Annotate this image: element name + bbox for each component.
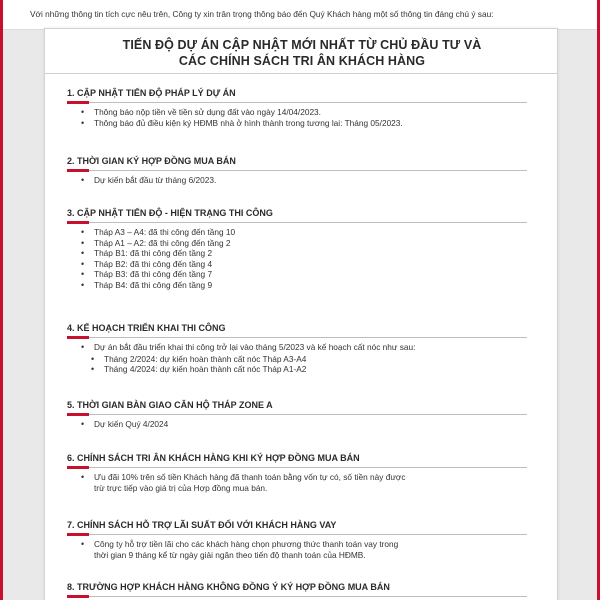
section-divider <box>67 596 527 597</box>
section-list <box>67 472 537 483</box>
section-divider <box>67 102 527 103</box>
list-item: • Thông báo nộp tiền về tiền sử dụng đất vào ngày 14/04/2023. <box>81 107 537 118</box>
section-construction-plan <box>67 322 537 375</box>
section-legal-progress <box>67 87 537 128</box>
list-item: • Công ty hỗ trợ tiền lãi cho các khách hàng chọn phương thức thanh toán vay trong <box>81 539 537 550</box>
list-item: • Tháp A1 – A2: đã thi công đến tầng 2 <box>81 238 537 249</box>
section-title: 8. TRƯỜNG HỢP KHÁCH HÀNG KHÔNG ĐỒNG Ý KÝ HỢP ĐỒNG MUA BÁN <box>67 582 390 592</box>
section-customer-appreciation-policy <box>67 452 537 493</box>
section-divider <box>67 534 527 535</box>
section-interest-support-policy <box>67 519 537 560</box>
divider-accent <box>67 169 89 172</box>
section-list <box>67 175 537 186</box>
divider-accent <box>67 533 89 536</box>
document-sheet <box>44 28 558 600</box>
title-line-2: CÁC CHÍNH SÁCH TRI ÂN KHÁCH HÀNG <box>178 54 426 68</box>
list-item: • Tháp B2: đã thi công đến tầng 4 <box>81 259 537 270</box>
section-divider <box>67 170 527 171</box>
section-divider <box>67 414 527 415</box>
section-title: 2. THỜI GIAN KÝ HỢP ĐỒNG MUA BÁN <box>67 156 236 166</box>
section-divider <box>67 467 527 468</box>
list-item: • Thông báo đủ điều kiện ký HĐMB nhà ở hình thành trong tương lai: Tháng 05/2023. <box>81 118 537 129</box>
sub-list-item: • Tháng 4/2024: dự kiến hoàn thành cất nóc Tháp A1-A2 <box>91 364 537 375</box>
section-list <box>67 539 537 550</box>
divider-accent <box>67 221 89 224</box>
divider-accent <box>67 595 89 598</box>
section-customer-disagree-case <box>67 581 537 597</box>
sub-list-item: • Tháng 2/2024: dự kiến hoàn thành cất nóc Tháp A3-A4 <box>91 354 537 365</box>
title-line-1: TIẾN ĐỘ DỰ ÁN CẬP NHẬT MỚI NHẤT TỪ CHỦ ĐẦU TƯ VÀ <box>122 38 482 52</box>
list-item: • Tháp A3 – A4: đã thi công đến tầng 10 <box>81 227 537 238</box>
divider-accent <box>67 413 89 416</box>
section-title: 5. THỜI GIAN BÀN GIAO CĂN HỘ THÁP ZONE A <box>67 400 273 410</box>
section-title: 7. CHÍNH SÁCH HỖ TRỢ LÃI SUẤT ĐỐI VỚI KHÁCH HÀNG VAY <box>67 520 337 530</box>
list-item-continuation: trừ trực tiếp vào giá trị của Hợp đồng mua bán. <box>94 482 268 493</box>
section-construction-status <box>67 207 537 291</box>
section-list <box>67 107 537 128</box>
section-title: 6. CHÍNH SÁCH TRI ÂN KHÁCH HÀNG KHI KÝ HỢP ĐỒNG MUA BÁN <box>67 453 360 463</box>
title-divider <box>45 73 557 74</box>
list-item: • Tháp B1: đã thi công đến tầng 2 <box>81 248 537 259</box>
section-list <box>67 227 537 291</box>
list-item: • Dự kiến bắt đầu từ tháng 6/2023. <box>81 175 537 186</box>
divider-accent <box>67 101 89 104</box>
section-list <box>67 342 537 353</box>
section-contract-signing-time <box>67 155 537 186</box>
list-item-continuation: thời gian 9 tháng kể từ ngày giải ngân theo tiến độ thanh toán của HĐMB. <box>94 549 366 560</box>
section-handover-time <box>67 399 537 430</box>
divider-accent <box>67 466 89 469</box>
list-item: • Dự kiến Quý 4/2024 <box>81 419 537 430</box>
section-title: 3. CẬP NHẬT TIẾN ĐỘ - HIỆN TRẠNG THI CÔNG <box>67 208 273 218</box>
section-divider <box>67 222 527 223</box>
top-strip <box>0 0 600 30</box>
divider-accent <box>67 336 89 339</box>
section-title: 1. CẬP NHẬT TIẾN ĐỘ PHÁP LÝ DỰ ÁN <box>67 88 236 98</box>
list-item: • Dự án bắt đầu triển khai thi công trở lại vào tháng 5/2023 và kế hoạch cất nóc như sau: <box>81 342 537 353</box>
section-list <box>67 419 537 430</box>
intro-text: Với những thông tin tích cực nêu trên, Công ty xin trân trọng thông báo đến Quý Khách hàng một số thông tin đáng chú ý sau: <box>30 9 494 19</box>
list-item: • Tháp B4: đã thi công đến tầng 9 <box>81 280 537 291</box>
left-accent-bar <box>0 0 3 600</box>
list-item: • Ưu đãi 10% trên số tiền Khách hàng đã thanh toán bằng vốn tự có, số tiền này được <box>81 472 537 483</box>
sub-list <box>67 354 537 375</box>
document-title <box>45 37 559 69</box>
section-divider <box>67 337 527 338</box>
section-title: 4. KẾ HOẠCH TRIỂN KHAI THI CÔNG <box>67 323 226 333</box>
list-item: • Tháp B3: đã thi công đến tầng 7 <box>81 269 537 280</box>
